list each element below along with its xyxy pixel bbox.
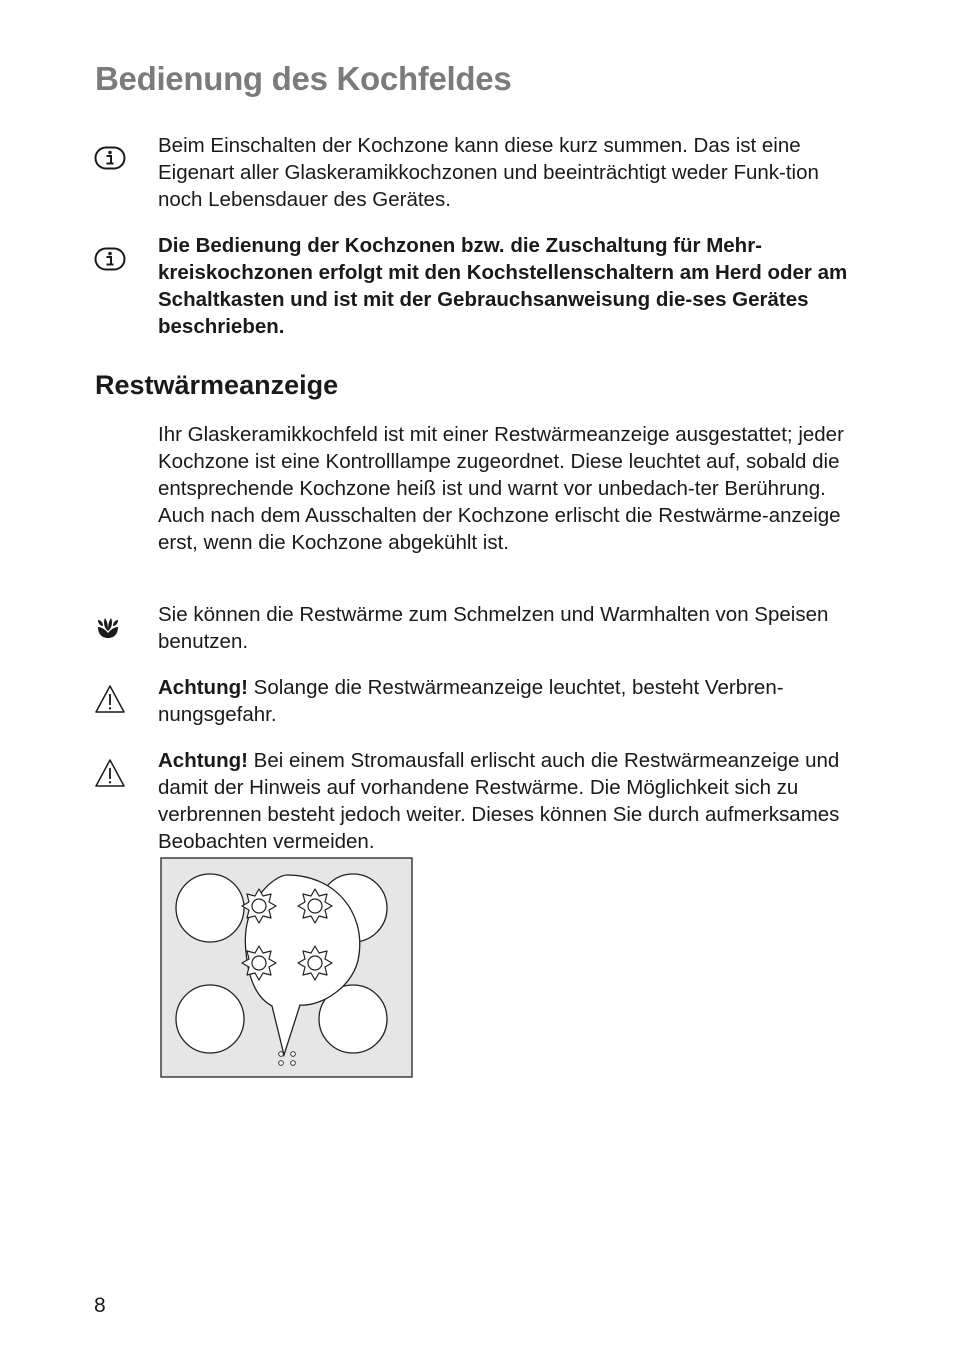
eco-tip	[158, 601, 868, 655]
info-note-summen	[158, 132, 868, 213]
warning-note-1	[158, 674, 868, 728]
info-note-text: Die Bedienung der Kochzonen bzw. die Zuschaltung für Mehr-kreiskochzonen erfolgt mit den Kochstellenschaltern am Herd oder am Schaltkasten und ist mit der Gebrauchsanweisung die-ses Gerätes beschrieben.	[158, 234, 848, 338]
hob-illustration	[160, 857, 414, 1084]
paragraph-2: Auch nach dem Ausschalten der Kochzone erlischt die Restwärme-anzeige erst, wenn die Kochzone abgekühlt ist.	[158, 504, 841, 554]
warning-triangle-icon	[94, 758, 126, 793]
warning-label: Achtung!	[158, 676, 248, 699]
eco-leaf-icon	[95, 614, 121, 645]
warning-note-2	[158, 747, 868, 855]
page-number: 8	[94, 1294, 106, 1317]
warning-label: Achtung!	[158, 749, 248, 772]
warning-text: Bei einem Stromausfall erlischt auch die Restwärmeanzeige und damit der Hinweis auf vorhandene Restwärme. Die Möglichkeit sich zu verbrennen besteht jedoch weiter. Dieses können Sie durch aufmerksames Beobachten vermeiden.	[158, 749, 840, 853]
info-icon	[94, 146, 126, 175]
warning-text: Solange die Restwärmeanzeige leuchtet, besteht Verbren-nungsgefahr.	[158, 676, 784, 726]
info-note-bedienung	[158, 232, 868, 340]
info-icon	[94, 247, 126, 276]
eco-tip-text: Sie können die Restwärme zum Schmelzen und Warmhalten von Speisen benutzen.	[158, 603, 829, 653]
info-note-text: Beim Einschalten der Kochzone kann diese kurz summen. Das ist eine Eigenart aller Glaskeramikkochzonen und beeinträchtigt weder Funk-tion noch Lebensdauer des Gerätes.	[158, 134, 819, 211]
paragraph-1: Ihr Glaskeramikkochfeld ist mit einer Restwärmeanzeige ausgestattet; jeder Kochzone ist eine Kontrolllampe zugeordnet. Diese leuchtet auf, sobald die entsprechende Kochzone heiß ist und warnt vor unbedach-ter Berührung.	[158, 423, 844, 500]
page-title: Bedienung des Kochfeldes	[95, 60, 512, 97]
section-heading: Restwärmeanzeige	[95, 370, 339, 400]
warning-triangle-icon	[94, 684, 126, 719]
section-body	[158, 421, 868, 556]
